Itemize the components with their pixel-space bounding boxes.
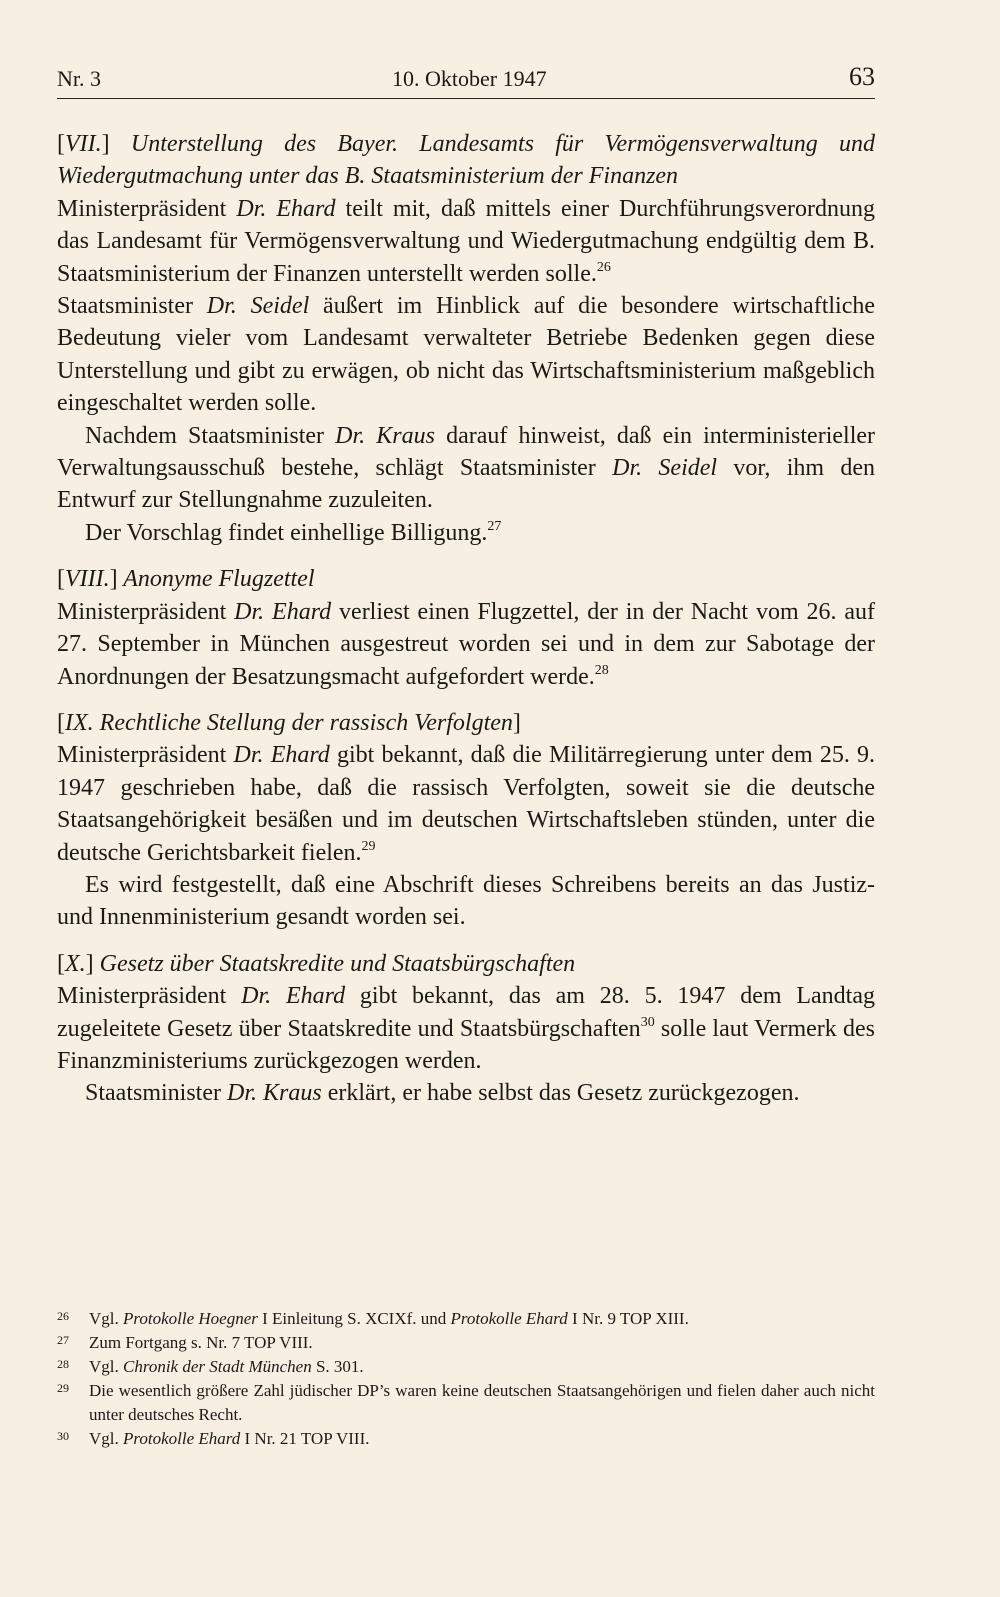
section-heading-viii: [VIII.] Anonyme Flugzettel bbox=[57, 566, 315, 593]
footnote-ref[interactable]: 27 bbox=[487, 518, 502, 534]
footnote-ref[interactable]: 26 bbox=[596, 259, 611, 275]
footnote-27: 27 Zum Fortgang s. Nr. 7 TOP VIII. bbox=[57, 1333, 313, 1352]
section-heading-x: [X.] Gesetz über Staatskredite und Staatsbürgschaften bbox=[57, 950, 576, 977]
paragraph: Ministerpräsident Dr. Ehard verliest einen Flugzettel, der in der Nacht vom 26. auf 27. September in München ausgestreut worden sei und in dem zur Sabotage der Anordnungen der Besatzungsmacht aufgefordert werde.$^{28}$ bbox=[57, 598, 875, 690]
header-date: 10. Oktober 1947 bbox=[392, 66, 547, 91]
paragraph: Staatsminister Dr. Kraus erklärt, er habe selbst das Gesetz zurückgezogen. bbox=[85, 1080, 800, 1107]
section-heading-ix: [IX. Rechtliche Stellung der rassisch Verfolgten] bbox=[57, 709, 521, 736]
paragraph: Ministerpräsident Dr. Ehard gibt bekannt, daß die Militärregierung unter dem 25. 9. 1947 geschrieben habe, daß die rassisch Verfolgten, soweit sie die deutsche Staatsangehörigkeit besäßen und im deutschen Wirtschaftsleben stünden, unter die deutsche Gerichtsbarkeit fielen.$^{29}$ bbox=[57, 742, 876, 866]
paragraph: Es wird festgestellt, daß eine Abschrift dieses Schreibens bereits an das Justiz- und Innenministerium gesandt worden sei. bbox=[57, 871, 875, 931]
footnote-29: 29 Die wesentlich größere Zahl jüdischer DP’s waren keine deutschen Staatsangehörigen und fielen daher auch nicht unter deutsches Recht. bbox=[57, 1381, 875, 1424]
footnote-ref[interactable]: 28 bbox=[594, 662, 609, 678]
footnote-30: 30 Vgl. Protokolle Ehard I Nr. 21 TOP VIII. bbox=[57, 1429, 370, 1448]
footnote-28: 28 Vgl. Chronik der Stadt München S. 301. bbox=[57, 1357, 364, 1376]
section-heading-vii: [VII.] Unterstellung des Bayer. Landesamts für Vermögensverwaltung und Wiedergutmachung unter das B. Staatsministerium der Finanzen bbox=[57, 131, 875, 190]
paragraph: Ministerpräsident Dr. Ehard gibt bekannt, das am 28. 5. 1947 dem Landtag zugeleitete Gesetz über Staatskredite und Staatsbürgschaften$^{30}$ solle laut Vermerk des Finanzministeriums zurückgezogen werden. bbox=[57, 983, 876, 1074]
page-number: 63 bbox=[849, 62, 875, 91]
footnotes bbox=[57, 1307, 875, 1451]
footnote-ref[interactable]: 29 bbox=[361, 838, 376, 854]
footnote-ref[interactable]: 30 bbox=[640, 1014, 655, 1030]
paragraph: Der Vorschlag findet einhellige Billigung.$^{27}$ bbox=[85, 518, 502, 546]
paragraph: Staatsminister Dr. Seidel äußert im Hinblick auf die besondere wirtschaftliche Bedeutung vieler vom Landesamt verwalteter Betriebe Bedenken gegen diese Unterstellung und gibt zu erwägen, ob nicht das Wirtschaftsministerium maßgeblich eingeschaltet werden solle. bbox=[57, 293, 876, 417]
running-header bbox=[57, 58, 875, 99]
paragraph: Nachdem Staatsminister Dr. Kraus darauf hinweist, daß ein interministerieller Verwaltungsausschuß bestehe, schlägt Staatsminister Dr. Seidel vor, ihm den Entwurf zur Stellungnahme zuzuleiten. bbox=[57, 422, 876, 514]
main-text bbox=[57, 128, 875, 1110]
issue-number: Nr. 3 bbox=[57, 66, 101, 91]
footnote-26: 26 Vgl. Protokolle Hoegner I Einleitung S. XCIXf. und Protokolle Ehard I Nr. 9 TOP XIII. bbox=[57, 1309, 689, 1328]
paragraph: Ministerpräsident Dr. Ehard teilt mit, daß mittels einer Durchführungsverordnung das Landesamt für Vermögensverwaltung und Wiedergutmachung endgültig dem B. Staatsministerium der Finanzen unterstellt werden solle.$^{26}$ bbox=[57, 195, 875, 287]
